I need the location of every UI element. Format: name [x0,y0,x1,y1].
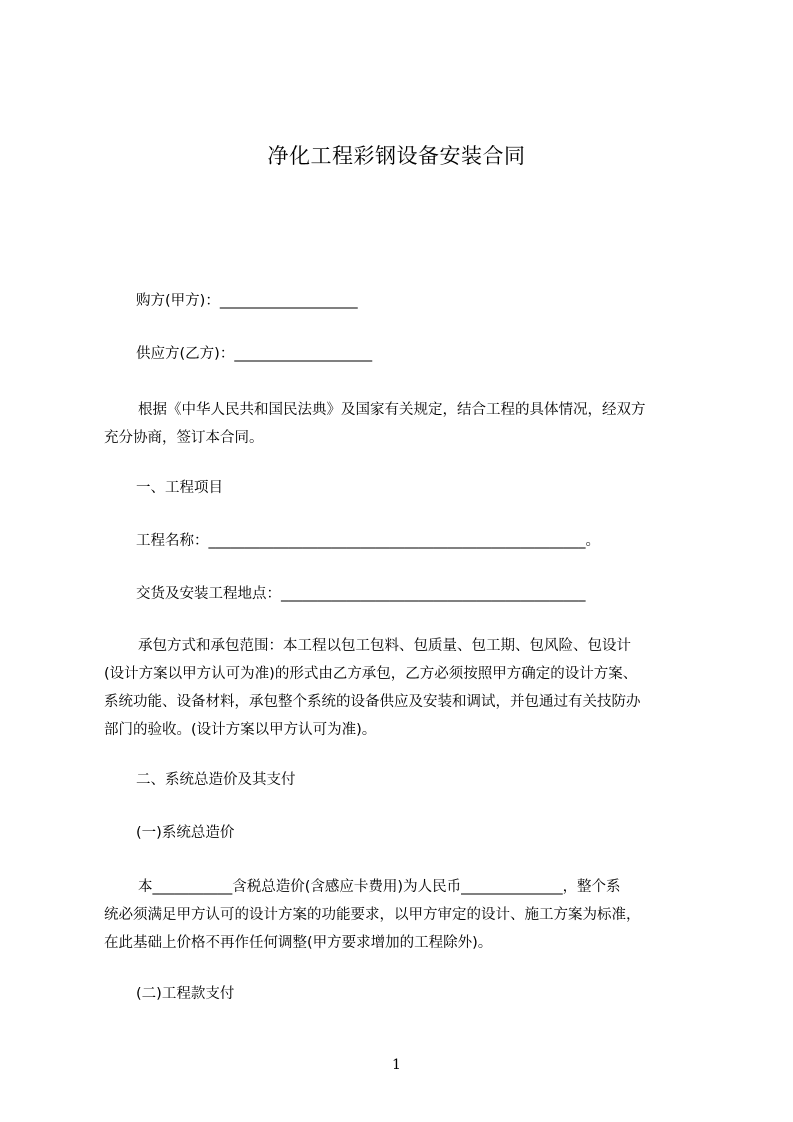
subsection-1-heading: (一)系统总造价 [136,825,235,841]
document-title: 净化工程彩钢设备安装合同 [267,144,526,168]
scope-line-1: 承包方式和承包范围：本工程以包工包料、包质量、包工期、包风险、包设计 [138,638,631,654]
page-number: 1 [392,1057,401,1073]
intro-paragraph [104,396,700,452]
scope-line-4: 部门的验收。(设计方案以甲方认可为准)。 [104,722,377,738]
supplier-party-line: 供应方(乙方)：___________________ [136,346,373,362]
section-2-heading: 二、系统总造价及其支付 [136,772,296,788]
section-1-heading: 一、工程项目 [136,480,223,496]
buyer-party-line: 购方(甲方)：___________________ [136,293,358,309]
scope-line-2: (设计方案以甲方认可为准)的形式由乙方承包，乙方必须按照甲方确定的设计方案、 [104,666,638,682]
price-line-2: 统必须满足甲方认可的设计方案的功能要求，以甲方审定的设计、施工方案为标准， [104,907,641,923]
price-paragraph [104,873,700,957]
intro-line-1: 根据《中华人民共和国民法典》及国家有关规定，结合工程的具体情况，经双方 [138,402,646,418]
scope-line-3: 系统功能、设备材料，承包整个系统的设备供应及安装和调试，并包通过有关技防办 [104,694,641,710]
delivery-location-line: 交货及安装工程地点：__________________________________________ [136,586,586,602]
subsection-2-heading: (二)工程款支付 [136,986,235,1002]
scope-paragraph [104,632,700,744]
price-line-3: 在此基础上价格不再作任何调整(甲方要求增加的工程除外)。 [104,935,493,951]
project-name-line: 工程名称：____________________________________________________。 [136,533,600,549]
intro-line-2: 充分协商，签订本合同。 [104,430,264,446]
price-line-1: 本___________含税总造价(含感应卡费用)为人民币______________，整个系 [138,879,621,895]
